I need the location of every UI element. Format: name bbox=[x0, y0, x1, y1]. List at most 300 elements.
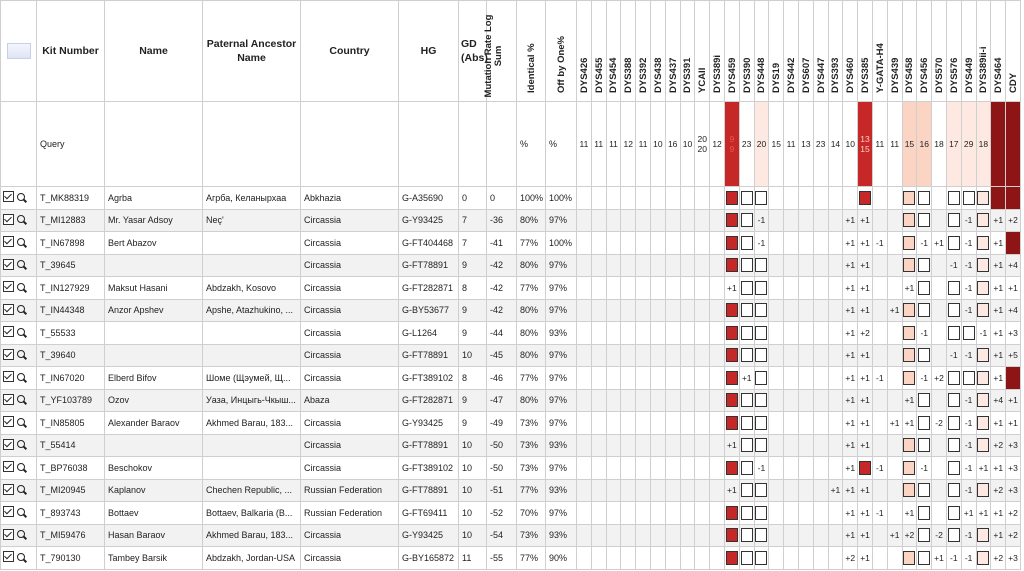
marker-diff bbox=[680, 209, 695, 232]
marker-diff: -1 bbox=[961, 254, 976, 277]
marker-diff: +1 bbox=[828, 479, 843, 502]
mutation-rate: -36 bbox=[487, 209, 517, 232]
header-marker-dys455[interactable]: DYS455 bbox=[591, 1, 606, 102]
header-marker-dys456[interactable]: DYS456 bbox=[917, 1, 932, 102]
marker-diff bbox=[1006, 232, 1021, 255]
mutation-rate: -45 bbox=[487, 344, 517, 367]
marker-diff: +2 bbox=[843, 547, 858, 570]
marker-diff bbox=[887, 232, 902, 255]
marker-diff bbox=[577, 344, 592, 367]
marker-diff bbox=[902, 457, 917, 480]
marker-diff bbox=[606, 457, 621, 480]
search-icon[interactable] bbox=[17, 463, 25, 471]
table-row[interactable] bbox=[1, 322, 1021, 345]
row-actions bbox=[1, 457, 37, 480]
search-icon[interactable] bbox=[17, 260, 25, 268]
marker-diff bbox=[591, 367, 606, 390]
select-checkbox[interactable] bbox=[3, 304, 14, 315]
marker-diff: +1 bbox=[843, 389, 858, 412]
marker-diff bbox=[739, 344, 754, 367]
search-icon[interactable] bbox=[17, 328, 25, 336]
header-marker-dys458[interactable]: DYS458 bbox=[902, 1, 917, 102]
marker-diff bbox=[754, 367, 769, 390]
marker-diff bbox=[976, 299, 991, 322]
header-marker-y-gata-h4[interactable]: Y-GATA-H4 bbox=[872, 1, 887, 102]
identical-pct: 70% bbox=[517, 502, 546, 525]
kit-number[interactable]: T_MI12883 bbox=[37, 209, 105, 232]
marker-diff bbox=[591, 344, 606, 367]
marker-diff bbox=[813, 209, 828, 232]
marker-diff bbox=[621, 412, 636, 435]
marker-diff: -1 bbox=[961, 434, 976, 457]
off-by-one-pct: 97% bbox=[546, 299, 577, 322]
marker-diff bbox=[710, 254, 725, 277]
query-marker-value: 10 bbox=[680, 102, 695, 187]
haplogroup: G-FT78891 bbox=[399, 344, 459, 367]
table-row[interactable] bbox=[1, 209, 1021, 232]
kit-number[interactable]: T_IN67020 bbox=[37, 367, 105, 390]
marker-diff: +2 bbox=[902, 524, 917, 547]
search-icon[interactable] bbox=[17, 553, 25, 561]
marker-diff bbox=[621, 502, 636, 525]
marker-diff bbox=[798, 524, 813, 547]
marker-diff: +4 bbox=[1006, 254, 1021, 277]
header-marker-dys460[interactable]: DYS460 bbox=[843, 1, 858, 102]
paternal-ancestor: Akhmed Barau, 183... bbox=[203, 412, 301, 435]
search-icon[interactable] bbox=[17, 418, 25, 426]
marker-diff bbox=[872, 254, 887, 277]
query-marker-value: 11 bbox=[606, 102, 621, 187]
marker-diff bbox=[606, 547, 621, 570]
query-marker-value: 11 bbox=[784, 102, 799, 187]
marker-diff: +2 bbox=[1006, 209, 1021, 232]
select-checkbox[interactable] bbox=[3, 416, 14, 427]
header-marker-dys426[interactable]: DYS426 bbox=[577, 1, 592, 102]
kit-number[interactable]: T_IN44348 bbox=[37, 299, 105, 322]
header-paternal-ancestor[interactable]: Paternal Ancestor Name bbox=[203, 1, 301, 102]
marker-diff bbox=[813, 254, 828, 277]
marker-diff bbox=[636, 524, 651, 547]
marker-diff bbox=[591, 322, 606, 345]
table-row[interactable] bbox=[1, 344, 1021, 367]
paternal-ancestor bbox=[203, 232, 301, 255]
header-marker-ycaii[interactable]: YCAII bbox=[695, 1, 710, 102]
marker-diff: +1 bbox=[858, 479, 873, 502]
kit-number[interactable]: T_55414 bbox=[37, 434, 105, 457]
query-marker-value: 29 bbox=[961, 102, 976, 187]
table-row[interactable] bbox=[1, 502, 1021, 525]
select-checkbox[interactable] bbox=[3, 529, 14, 540]
paternal-ancestor: Akhmed Barau, 183... bbox=[203, 524, 301, 547]
select-checkbox[interactable] bbox=[3, 439, 14, 450]
table-row[interactable] bbox=[1, 479, 1021, 502]
query-marker-value: 15 bbox=[769, 102, 784, 187]
marker-diff bbox=[754, 479, 769, 502]
select-checkbox[interactable] bbox=[3, 214, 14, 225]
search-icon[interactable] bbox=[17, 485, 25, 493]
identical-pct: 80% bbox=[517, 389, 546, 412]
genetic-distance: 10 bbox=[459, 434, 487, 457]
marker-diff bbox=[724, 344, 739, 367]
marker-diff bbox=[902, 232, 917, 255]
off-by-one-pct: 100% bbox=[546, 187, 577, 210]
marker-diff bbox=[710, 299, 725, 322]
kit-number[interactable]: T_YF103789 bbox=[37, 389, 105, 412]
kit-number[interactable]: T_IN67898 bbox=[37, 232, 105, 255]
marker-diff bbox=[695, 322, 710, 345]
marker-diff bbox=[695, 479, 710, 502]
marker-diff bbox=[798, 209, 813, 232]
marker-diff bbox=[591, 389, 606, 412]
search-icon[interactable] bbox=[17, 530, 25, 538]
search-icon[interactable] bbox=[17, 215, 25, 223]
marker-diff bbox=[695, 457, 710, 480]
marker-diff bbox=[636, 299, 651, 322]
marker-diff bbox=[946, 479, 961, 502]
header-marker-dys449[interactable]: DYS449 bbox=[961, 1, 976, 102]
header-marker-dys459[interactable]: DYS459 bbox=[724, 1, 739, 102]
row-actions bbox=[1, 479, 37, 502]
marker-diff: -1 bbox=[872, 502, 887, 525]
row-actions bbox=[1, 187, 37, 210]
marker-diff bbox=[769, 434, 784, 457]
kit-number[interactable]: T_39645 bbox=[37, 254, 105, 277]
header-gd[interactable]: GD (Abs) bbox=[459, 1, 487, 102]
select-checkbox[interactable] bbox=[3, 506, 14, 517]
search-icon[interactable] bbox=[17, 238, 25, 246]
marker-diff bbox=[591, 479, 606, 502]
marker-diff bbox=[902, 367, 917, 390]
kit-number[interactable]: T_MI20945 bbox=[37, 479, 105, 502]
header-marker-dys448[interactable]: DYS448 bbox=[754, 1, 769, 102]
search-icon[interactable] bbox=[17, 283, 25, 291]
marker-diff: +2 bbox=[932, 367, 947, 390]
kit-number[interactable]: T_BP76038 bbox=[37, 457, 105, 480]
marker-diff bbox=[784, 412, 799, 435]
marker-diff bbox=[695, 524, 710, 547]
mutation-rate: -47 bbox=[487, 389, 517, 412]
marker-diff bbox=[828, 412, 843, 435]
kit-number[interactable]: T_MI59476 bbox=[37, 524, 105, 547]
query-marker-value: 11 bbox=[887, 102, 902, 187]
marker-diff bbox=[887, 209, 902, 232]
marker-diff bbox=[784, 367, 799, 390]
paternal-ancestor: Chechen Republic, ... bbox=[203, 479, 301, 502]
query-marker-value: 17 bbox=[946, 102, 961, 187]
marker-diff bbox=[1006, 367, 1021, 390]
marker-diff bbox=[798, 254, 813, 277]
marker-diff bbox=[650, 502, 665, 525]
search-icon[interactable] bbox=[17, 350, 25, 358]
member-name: Mr. Yasar Adsoy bbox=[105, 209, 203, 232]
row-actions bbox=[1, 524, 37, 547]
header-mutation-rate[interactable]: Mutation Rate Log Sum bbox=[487, 1, 517, 102]
header-marker-dys437[interactable]: DYS437 bbox=[665, 1, 680, 102]
search-icon[interactable] bbox=[17, 395, 25, 403]
header-name[interactable]: Name bbox=[105, 1, 203, 102]
marker-diff bbox=[695, 412, 710, 435]
marker-diff bbox=[961, 322, 976, 345]
header-marker-dys19[interactable]: DYS19 bbox=[769, 1, 784, 102]
marker-diff bbox=[872, 344, 887, 367]
haplogroup: G-FT282871 bbox=[399, 277, 459, 300]
select-checkbox[interactable] bbox=[3, 259, 14, 270]
marker-diff bbox=[887, 479, 902, 502]
query-marker-value: 13 15 bbox=[858, 102, 873, 187]
header-country[interactable]: Country bbox=[301, 1, 399, 102]
genetic-distance: 9 bbox=[459, 389, 487, 412]
row-actions bbox=[1, 412, 37, 435]
marker-diff bbox=[650, 457, 665, 480]
table-row[interactable] bbox=[1, 389, 1021, 412]
table-row[interactable] bbox=[1, 434, 1021, 457]
table-row[interactable] bbox=[1, 547, 1021, 570]
paternal-ancestor: Apshe, Atazhukino, ... bbox=[203, 299, 301, 322]
marker-diff bbox=[769, 232, 784, 255]
marker-diff bbox=[636, 209, 651, 232]
header-marker-dys438[interactable]: DYS438 bbox=[650, 1, 665, 102]
header-marker-dys389ii-i[interactable]: DYS389ii-i bbox=[976, 1, 991, 102]
marker-diff: +1 bbox=[961, 502, 976, 525]
header-marker-cdy[interactable]: CDY bbox=[1006, 1, 1021, 102]
marker-diff bbox=[591, 299, 606, 322]
marker-diff bbox=[665, 344, 680, 367]
marker-diff bbox=[769, 502, 784, 525]
marker-diff bbox=[591, 434, 606, 457]
marker-diff: +1 bbox=[858, 547, 873, 570]
kit-number[interactable]: T_893743 bbox=[37, 502, 105, 525]
select-checkbox[interactable] bbox=[3, 394, 14, 405]
marker-diff bbox=[606, 232, 621, 255]
marker-diff bbox=[577, 479, 592, 502]
marker-diff bbox=[680, 502, 695, 525]
marker-diff bbox=[798, 547, 813, 570]
search-icon[interactable] bbox=[17, 373, 25, 381]
select-checkbox[interactable] bbox=[3, 281, 14, 292]
kit-number[interactable]: T_790130 bbox=[37, 547, 105, 570]
search-icon[interactable] bbox=[17, 305, 25, 313]
query-empty-cell bbox=[487, 102, 517, 187]
marker-diff bbox=[650, 412, 665, 435]
haplogroup: G-FT282871 bbox=[399, 389, 459, 412]
marker-diff bbox=[665, 412, 680, 435]
country: Circassia bbox=[301, 299, 399, 322]
marker-diff: +1 bbox=[902, 412, 917, 435]
marker-diff: +1 bbox=[843, 367, 858, 390]
marker-diff bbox=[739, 254, 754, 277]
header-marker-dys388[interactable]: DYS388 bbox=[621, 1, 636, 102]
marker-diff bbox=[680, 232, 695, 255]
marker-diff bbox=[695, 434, 710, 457]
marker-diff: +1 bbox=[858, 209, 873, 232]
marker-diff bbox=[695, 502, 710, 525]
marker-diff bbox=[917, 254, 932, 277]
marker-diff bbox=[621, 232, 636, 255]
marker-diff: -1 bbox=[961, 299, 976, 322]
select-checkbox[interactable] bbox=[3, 551, 14, 562]
header-marker-dys390[interactable]: DYS390 bbox=[739, 1, 754, 102]
header-marker-dys393[interactable]: DYS393 bbox=[828, 1, 843, 102]
marker-diff bbox=[946, 434, 961, 457]
marker-diff bbox=[695, 344, 710, 367]
search-icon[interactable] bbox=[17, 193, 25, 201]
marker-diff bbox=[932, 502, 947, 525]
paternal-ancestor bbox=[203, 254, 301, 277]
header-marker-dys442[interactable]: DYS442 bbox=[784, 1, 799, 102]
select-checkbox[interactable] bbox=[3, 236, 14, 247]
country: Abkhazia bbox=[301, 187, 399, 210]
marker-diff bbox=[606, 187, 621, 210]
marker-diff bbox=[917, 344, 932, 367]
marker-diff bbox=[784, 389, 799, 412]
marker-diff: -1 bbox=[917, 322, 932, 345]
marker-diff: -1 bbox=[754, 457, 769, 480]
select-checkbox[interactable] bbox=[3, 326, 14, 337]
marker-diff bbox=[769, 547, 784, 570]
header-marker-dys570[interactable]: DYS570 bbox=[932, 1, 947, 102]
paternal-ancestor: Abdzakh, Kosovo bbox=[203, 277, 301, 300]
marker-diff bbox=[621, 434, 636, 457]
header-marker-dys576[interactable]: DYS576 bbox=[946, 1, 961, 102]
haplogroup: G-FT78891 bbox=[399, 254, 459, 277]
query-icon-cell bbox=[1, 102, 37, 187]
marker-diff bbox=[665, 457, 680, 480]
marker-diff bbox=[754, 254, 769, 277]
header-marker-dys392[interactable]: DYS392 bbox=[636, 1, 651, 102]
query-marker-value: 16 bbox=[917, 102, 932, 187]
marker-diff bbox=[784, 254, 799, 277]
kit-number[interactable]: T_IN85805 bbox=[37, 412, 105, 435]
kit-number[interactable]: T_39640 bbox=[37, 344, 105, 367]
table-row[interactable] bbox=[1, 524, 1021, 547]
table-row[interactable] bbox=[1, 277, 1021, 300]
header-kit-number[interactable]: Kit Number bbox=[37, 1, 105, 102]
marker-diff bbox=[739, 277, 754, 300]
marker-diff bbox=[636, 434, 651, 457]
marker-diff bbox=[769, 367, 784, 390]
marker-diff bbox=[946, 277, 961, 300]
kit-number[interactable]: T_55533 bbox=[37, 322, 105, 345]
query-marker-value: 23 bbox=[813, 102, 828, 187]
table-row[interactable] bbox=[1, 232, 1021, 255]
table-row[interactable] bbox=[1, 187, 1021, 210]
header-row bbox=[1, 1, 1021, 102]
marker-diff bbox=[961, 367, 976, 390]
table-row[interactable] bbox=[1, 412, 1021, 435]
off-by-one-pct: 97% bbox=[546, 367, 577, 390]
kit-number[interactable]: T_IN127929 bbox=[37, 277, 105, 300]
marker-diff bbox=[650, 254, 665, 277]
marker-diff bbox=[946, 187, 961, 210]
header-marker-dys464[interactable]: DYS464 bbox=[991, 1, 1006, 102]
marker-diff bbox=[606, 412, 621, 435]
select-checkbox[interactable] bbox=[3, 461, 14, 472]
header-marker-dys385[interactable]: DYS385 bbox=[858, 1, 873, 102]
marker-diff bbox=[976, 434, 991, 457]
member-name: Ozov bbox=[105, 389, 203, 412]
genetic-distance: 10 bbox=[459, 502, 487, 525]
select-checkbox[interactable] bbox=[3, 191, 14, 202]
country: Circassia bbox=[301, 524, 399, 547]
marker-diff bbox=[650, 344, 665, 367]
marker-diff bbox=[577, 299, 592, 322]
table-row[interactable] bbox=[1, 254, 1021, 277]
search-icon[interactable] bbox=[17, 508, 25, 516]
marker-diff bbox=[665, 547, 680, 570]
paternal-ancestor bbox=[203, 322, 301, 345]
header-hg[interactable]: HG bbox=[399, 1, 459, 102]
marker-diff bbox=[1006, 187, 1021, 210]
marker-diff bbox=[784, 547, 799, 570]
marker-diff: +1 bbox=[991, 254, 1006, 277]
paternal-ancestor: Уаза, Инцыгь-Чкыш... bbox=[203, 389, 301, 412]
header-marker-dys454[interactable]: DYS454 bbox=[606, 1, 621, 102]
mutation-rate: -44 bbox=[487, 322, 517, 345]
select-checkbox[interactable] bbox=[3, 371, 14, 382]
country: Circassia bbox=[301, 254, 399, 277]
marker-diff bbox=[621, 209, 636, 232]
off-by-one-pct: 97% bbox=[546, 277, 577, 300]
header-marker-dys447[interactable]: DYS447 bbox=[813, 1, 828, 102]
marker-diff bbox=[754, 502, 769, 525]
header-marker-dys389i[interactable]: DYS389i bbox=[710, 1, 725, 102]
marker-diff bbox=[798, 389, 813, 412]
marker-diff bbox=[650, 209, 665, 232]
marker-diff bbox=[710, 187, 725, 210]
marker-diff: -1 bbox=[961, 277, 976, 300]
marker-diff: +3 bbox=[1006, 322, 1021, 345]
marker-diff bbox=[946, 389, 961, 412]
kit-number[interactable]: T_MK88319 bbox=[37, 187, 105, 210]
marker-diff bbox=[665, 187, 680, 210]
search-icon[interactable] bbox=[17, 440, 25, 448]
table-row[interactable] bbox=[1, 367, 1021, 390]
marker-diff bbox=[665, 524, 680, 547]
marker-diff bbox=[621, 299, 636, 322]
header-off-by-one[interactable]: Off by One% bbox=[546, 1, 577, 102]
marker-diff bbox=[784, 187, 799, 210]
marker-diff bbox=[872, 277, 887, 300]
marker-diff bbox=[813, 434, 828, 457]
country: Circassia bbox=[301, 457, 399, 480]
marker-diff bbox=[872, 412, 887, 435]
table-row[interactable] bbox=[1, 299, 1021, 322]
country: Circassia bbox=[301, 367, 399, 390]
marker-diff bbox=[739, 232, 754, 255]
marker-diff bbox=[769, 254, 784, 277]
marker-diff bbox=[813, 524, 828, 547]
table-row[interactable] bbox=[1, 457, 1021, 480]
identical-pct: 100% bbox=[517, 187, 546, 210]
marker-diff: +1 bbox=[991, 322, 1006, 345]
mutation-rate: -42 bbox=[487, 299, 517, 322]
marker-diff bbox=[621, 479, 636, 502]
header-marker-dys607[interactable]: DYS607 bbox=[798, 1, 813, 102]
marker-diff bbox=[828, 457, 843, 480]
marker-diff bbox=[887, 389, 902, 412]
header-marker-dys391[interactable]: DYS391 bbox=[680, 1, 695, 102]
marker-diff: -1 bbox=[946, 254, 961, 277]
marker-diff bbox=[724, 187, 739, 210]
select-checkbox[interactable] bbox=[3, 484, 14, 495]
select-checkbox[interactable] bbox=[3, 349, 14, 360]
marker-diff bbox=[665, 254, 680, 277]
haplogroup: G-Y93425 bbox=[399, 412, 459, 435]
marker-diff bbox=[798, 299, 813, 322]
header-identical[interactable]: Identical % bbox=[517, 1, 546, 102]
header-marker-dys439[interactable]: DYS439 bbox=[887, 1, 902, 102]
marker-diff bbox=[784, 502, 799, 525]
